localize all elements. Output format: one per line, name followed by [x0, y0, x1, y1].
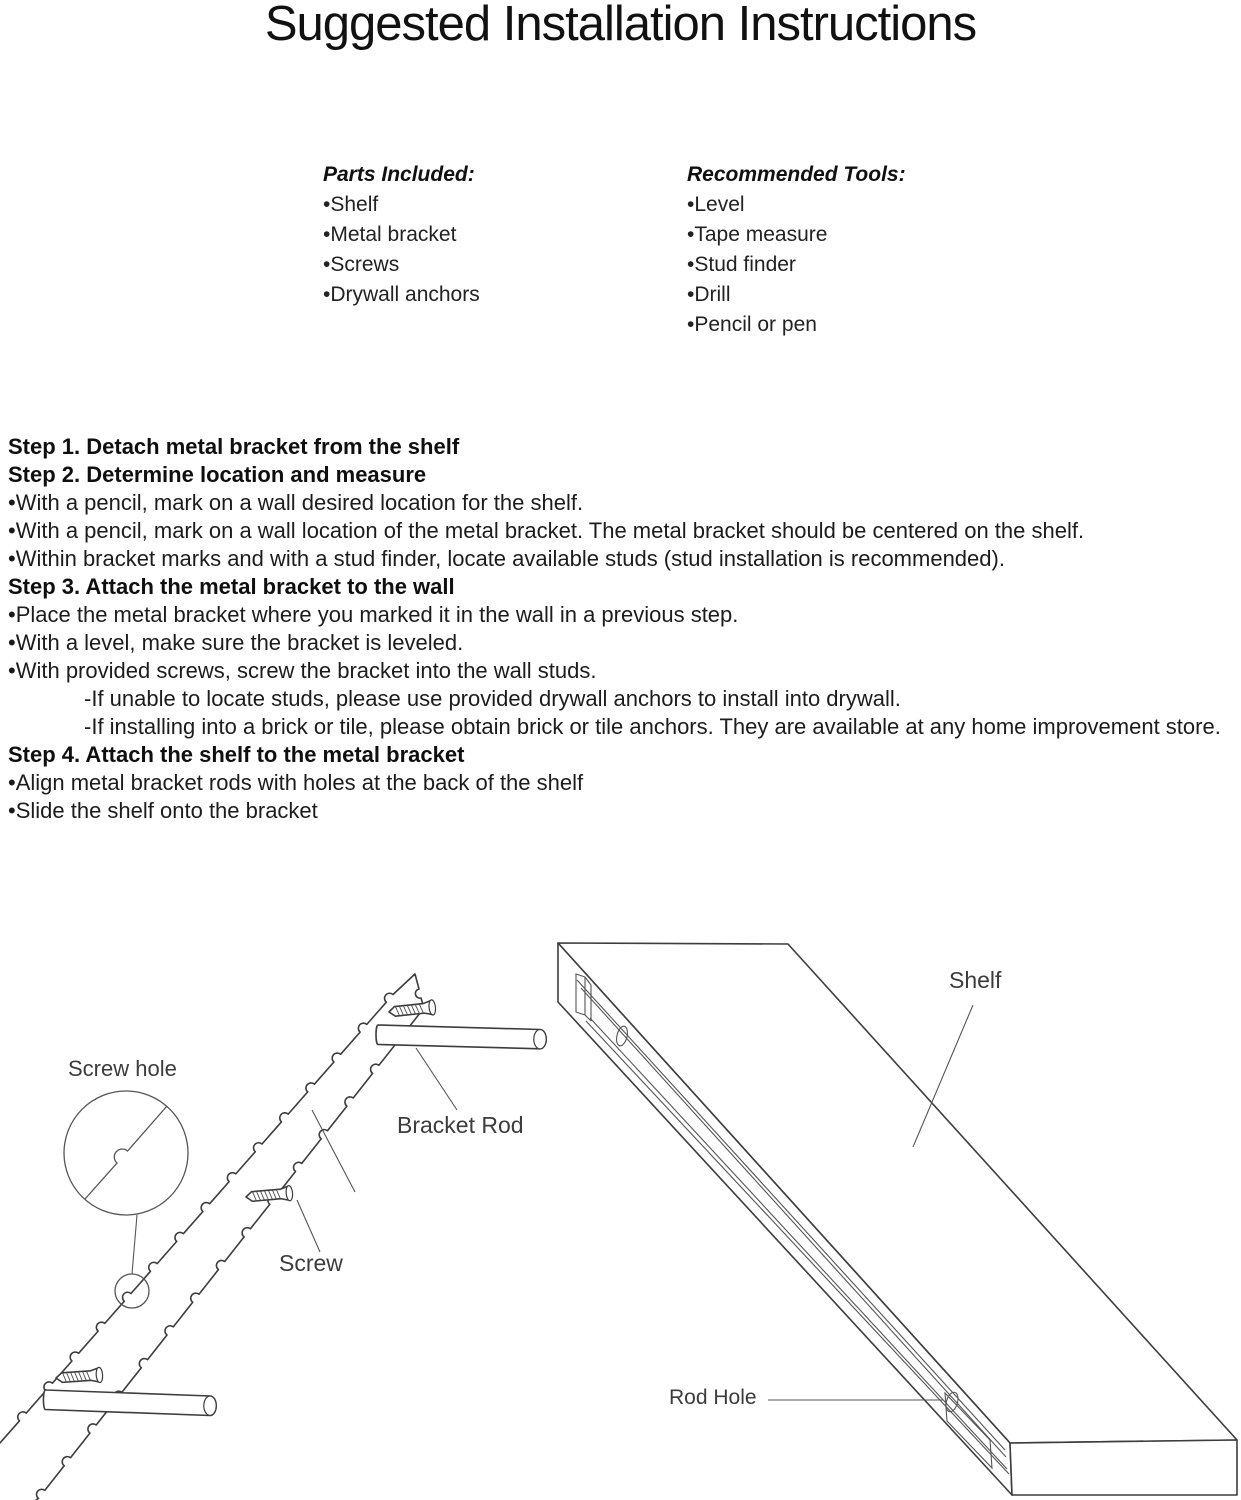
magnifier-circle-icon — [64, 1091, 188, 1215]
shelf-front-face — [1010, 1440, 1237, 1495]
highlight-circle-icon — [115, 1274, 149, 1308]
list-item: •Tape measure — [687, 223, 828, 246]
screw-leader-line — [297, 1200, 320, 1252]
bracket-rod-label: Bracket Rod — [397, 1112, 524, 1138]
metal-bracket-drawing — [0, 974, 424, 1500]
shelf-drawing — [558, 943, 1237, 1495]
screw-hole-label: Screw hole — [68, 1056, 177, 1081]
step-subnote: -If unable to locate studs, please use provided drywall anchors to install into drywall. — [84, 686, 901, 711]
bracket-rod-bottom-drawing — [43, 1390, 216, 1416]
list-item: •Drill — [687, 283, 731, 306]
screw-hole-magnifier — [64, 1091, 188, 1308]
step-bullet: •Align metal bracket rods with holes at the back of the shelf — [8, 770, 584, 795]
step-heading: Step 3. Attach the metal bracket to the wall — [8, 574, 455, 599]
step-subnote: -If installing into a brick or tile, please obtain brick or tile anchors. They are available at any home improvement store. — [84, 714, 1221, 739]
magnifier-leader-line — [132, 1215, 137, 1274]
step-bullet: •With provided screws, screw the bracket into the wall studs. — [8, 658, 597, 683]
list-item: •Metal bracket — [323, 223, 457, 246]
list-item: •Shelf — [323, 193, 379, 216]
step-bullet: •With a level, make sure the bracket is leveled. — [8, 630, 464, 655]
recommended-tools-list — [687, 160, 906, 340]
step-heading: Step 4. Attach the shelf to the metal bracket — [8, 742, 465, 767]
step-heading: Step 1. Detach metal bracket from the shelf — [8, 434, 460, 459]
screw-label: Screw — [279, 1250, 343, 1276]
tools-heading: Recommended Tools: — [687, 163, 906, 186]
installation-diagram — [0, 900, 1241, 1500]
installation-steps — [8, 433, 1241, 825]
rod-hole-label: Rod Hole — [669, 1386, 757, 1409]
step-heading: Step 2. Determine location and measure — [8, 462, 427, 487]
list-item: •Drywall anchors — [323, 283, 480, 306]
page-title: Suggested Installation Instructions — [264, 0, 977, 51]
bracket-rod-leader-line — [416, 1048, 457, 1110]
parts-heading: Parts Included: — [323, 163, 475, 186]
step-bullet: •With a pencil, mark on a wall location of the metal bracket. The metal bracket should be centered on the shelf. — [8, 518, 1085, 543]
list-item: •Level — [687, 193, 745, 216]
step-bullet: •Within bracket marks and with a stud finder, locate available studs (stud installation is recommended). — [8, 546, 1005, 571]
screw-icon — [245, 1185, 293, 1204]
step-bullet: •Place the metal bracket where you marked it in the wall in a previous step. — [8, 602, 739, 627]
parts-included-list — [323, 160, 480, 310]
list-item: •Pencil or pen — [687, 313, 817, 336]
screw-icon — [55, 1367, 103, 1385]
list-item: •Screws — [323, 253, 400, 276]
screw-icon — [388, 1000, 436, 1020]
step-bullet: •Slide the shelf onto the bracket — [8, 798, 318, 823]
bracket-rod-top-drawing — [376, 1025, 546, 1049]
step-bullet: •With a pencil, mark on a wall desired location for the shelf. — [8, 490, 584, 515]
shelf-label: Shelf — [949, 967, 1002, 993]
list-item: •Stud finder — [687, 253, 796, 276]
